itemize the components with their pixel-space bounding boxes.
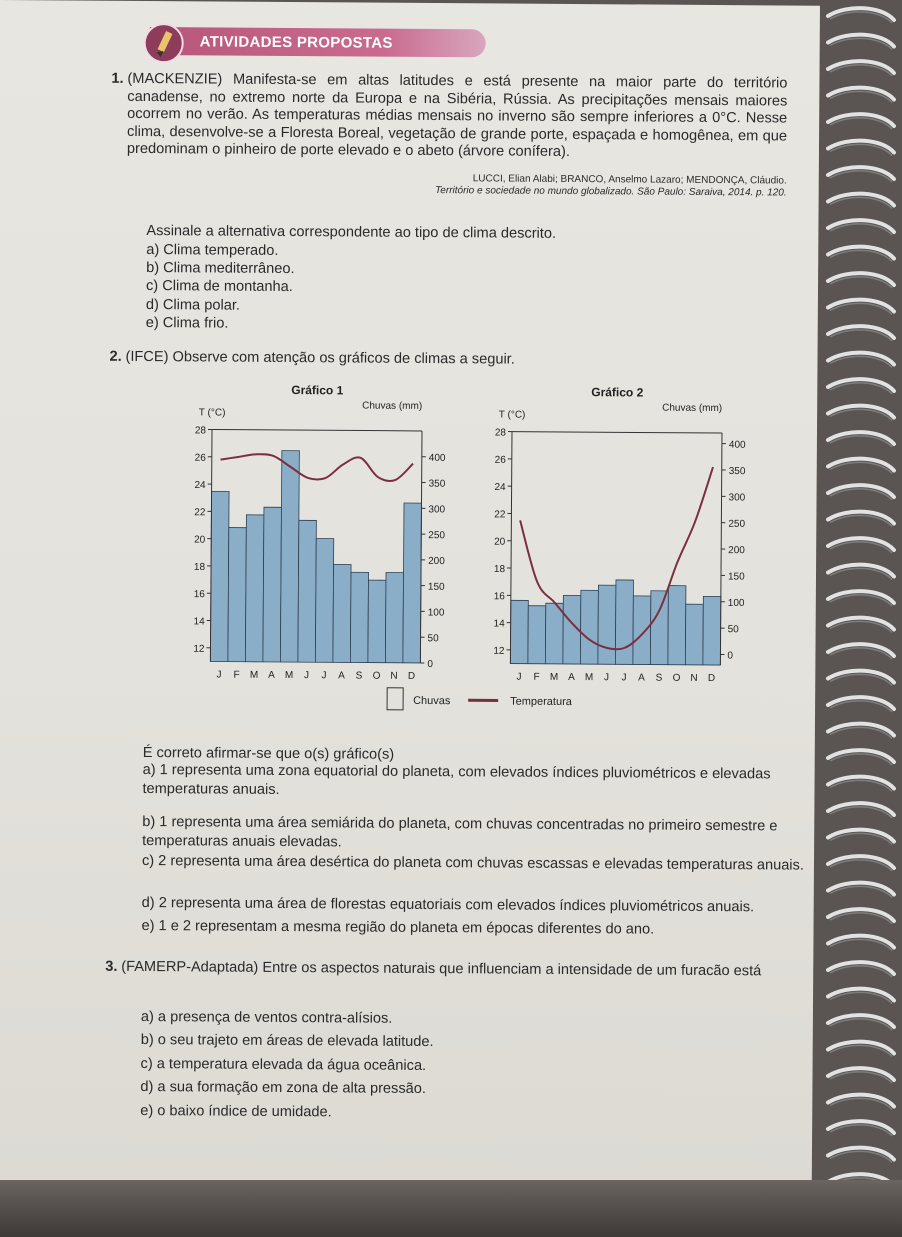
option-b[interactable]: b) o seu trajeto em áreas de elevada latitude. (140, 1032, 434, 1051)
month-label: F (233, 669, 240, 681)
right-tick-label: 150 (727, 571, 745, 583)
month-label: N (690, 672, 698, 684)
spiral-ring (828, 962, 894, 974)
left-tick-label: 18 (493, 563, 506, 576)
rain-bar-S (350, 572, 368, 662)
question-number: 3. (105, 958, 118, 975)
left-tick-label: 18 (193, 561, 206, 573)
y-right-label: Chuvas (mm) (662, 402, 723, 415)
right-tick-label: 250 (728, 518, 746, 530)
rain-bar-J (315, 538, 333, 662)
month-label: A (338, 670, 345, 682)
right-tick-label: 300 (428, 504, 446, 516)
spiral-ring (828, 724, 894, 736)
spiral-ring (828, 538, 894, 550)
option-a[interactable]: a) 1 representa uma zona equatorial do planeta, com elevados índices pluviométricos e elevadas temperaturas anuais. (142, 762, 771, 798)
option-e[interactable]: e) o baixo índice de umidade. (140, 1103, 332, 1121)
climate-charts (0, 370, 797, 736)
spiral-ring (828, 432, 894, 444)
month-label: J (304, 670, 310, 682)
frame-top (212, 429, 422, 430)
left-tick-label: 24 (194, 479, 206, 492)
rain-bar-F (528, 606, 546, 664)
right-tick-label: 200 (728, 545, 745, 557)
spiral-ring (828, 1042, 894, 1054)
month-label: A (568, 671, 575, 684)
left-tick-label: 12 (493, 645, 505, 657)
spiral-ring (828, 8, 894, 20)
left-tick-label: 28 (494, 427, 507, 439)
month-label: D (407, 670, 416, 682)
month-label: O (672, 672, 681, 684)
left-tick-label: 20 (194, 534, 206, 546)
question-text: (FAMERP-Adaptada) Entre os aspectos naturais que influenciam a intensidade de um furacão está (121, 958, 762, 980)
spiral-ring (828, 300, 894, 312)
left-tick-label: 24 (494, 482, 506, 494)
right-tick-label: 350 (428, 478, 446, 490)
spiral-ring (828, 353, 894, 365)
right-tick-label: 150 (427, 581, 445, 593)
spiral-ring (828, 830, 894, 842)
legend-line-label: Temperatura (510, 695, 572, 709)
temperature-line (220, 454, 413, 481)
option-b[interactable]: b) 1 representa uma área semiárida do planeta, com chuvas concentradas no primeiro semestre e temperaturas anuais elevadas. (142, 814, 778, 851)
month-label: M (249, 669, 259, 681)
spiral-ring (828, 220, 894, 232)
spiral-ring (828, 167, 894, 179)
left-tick-label: 16 (193, 589, 205, 601)
option-c[interactable]: c) Clima de montanha. (145, 278, 293, 296)
spiral-ring (828, 88, 894, 100)
spiral-ring (828, 671, 894, 683)
y-left-label: T (°C) (198, 407, 226, 419)
spiral-ring (828, 697, 894, 709)
spiral-ring (828, 194, 894, 206)
right-tick-label: 50 (427, 633, 439, 645)
right-tick-label: 400 (728, 439, 746, 451)
spiral-ring (828, 989, 894, 1001)
right-tick-label: 200 (428, 555, 445, 568)
header-banner (150, 27, 486, 57)
month-label: O (372, 670, 381, 682)
spiral-ring (828, 35, 894, 47)
spiral-ring (828, 459, 894, 471)
month-label: J (321, 670, 327, 682)
rain-bar-N (385, 572, 403, 662)
rain-bar-D (403, 503, 422, 663)
spiral-ring (828, 1068, 894, 1080)
y-right-label: Chuvas (mm) (362, 400, 423, 412)
spiral-ring (828, 485, 894, 497)
option-e[interactable]: e) Clima frio. (145, 315, 229, 332)
month-label: M (549, 671, 559, 683)
right-tick-label: 350 (728, 466, 746, 478)
month-label: M (584, 672, 594, 684)
rain-bar-O (368, 580, 386, 663)
month-label: F (533, 671, 540, 683)
left-tick-label: 14 (193, 616, 205, 628)
month-label: A (638, 672, 645, 684)
rain-bar-D (703, 596, 721, 665)
section-title: ATIVIDADES PROPOSTAS (199, 33, 393, 52)
month-label: J (516, 671, 522, 683)
rain-bar-M (545, 603, 563, 664)
month-label: N (390, 670, 398, 682)
spiral-ring (828, 803, 894, 815)
rain-bar-M (245, 515, 264, 662)
question-2 (109, 348, 785, 371)
spiral-ring (828, 379, 894, 391)
spiral-ring (828, 247, 894, 259)
spiral-ring (828, 273, 894, 285)
spiral-ring (828, 856, 894, 868)
chart-1 (193, 382, 446, 682)
option-c[interactable]: c) a temperatura elevada da água oceânica. (140, 1056, 427, 1075)
left-tick-label: 26 (194, 452, 206, 464)
frame-top (512, 432, 722, 433)
right-tick-label: 300 (728, 492, 746, 504)
spiral-ring (828, 1148, 894, 1160)
month-label: J (621, 672, 627, 684)
spiral-ring (828, 141, 894, 153)
spiral-ring (828, 114, 894, 126)
right-tick-label: 0 (727, 650, 734, 662)
left-tick-label: 12 (193, 643, 205, 655)
left-tick-label: 20 (494, 536, 506, 548)
option-a[interactable]: a) Clima temperado. (146, 242, 279, 259)
spiral-binding (820, 0, 902, 1237)
chart-title: Gráfico 1 (291, 383, 344, 398)
rain-bar-J (615, 580, 633, 664)
table-surface (0, 1180, 902, 1237)
left-tick-label: 22 (494, 509, 506, 521)
left-tick-label: 16 (493, 591, 505, 603)
rain-bar-J (298, 520, 316, 662)
spiral-ring (828, 512, 894, 524)
reference-line-2: Território e sociedade no mundo globalizado. São Paulo: Saraiva, 2014. p. 120. (435, 185, 787, 199)
pencil-icon (144, 23, 184, 63)
month-label: S (355, 670, 363, 682)
spiral-ring (828, 1121, 894, 1133)
rain-bar-A (333, 564, 351, 662)
reference-line-1: LUCCI, Elian Alabi; BRANCO, Anselmo Lazaro; MENDONÇA, Cláudio. (472, 173, 787, 187)
left-tick-label: 28 (194, 425, 207, 437)
rain-bar-J (210, 491, 229, 661)
question-number: 1. (111, 70, 124, 87)
option-a[interactable]: a) a presença de ventos contra-alísios. (140, 1009, 393, 1027)
option-c[interactable]: c) 2 representa uma área desértica do planeta com chuvas escassas e elevadas temperaturas anuais. (141, 853, 804, 874)
left-tick-label: 14 (493, 618, 505, 630)
spiral-ring (828, 61, 894, 73)
question-text: (IFCE) Observe com atenção os gráficos de climas a seguir. (125, 348, 515, 368)
spiral-ring (828, 777, 894, 789)
rain-bar-M (580, 590, 598, 664)
spiral-ring (828, 644, 894, 656)
option-d[interactable]: d) a sua formação em zona de alta pressão. (140, 1079, 427, 1098)
rain-bar-M (280, 451, 299, 662)
rain-bar-A (263, 507, 282, 662)
question-3 (105, 958, 841, 982)
month-label: D (707, 672, 716, 685)
left-tick-label: 22 (194, 507, 206, 519)
month-label: A (268, 669, 275, 681)
spiral-ring (828, 326, 894, 338)
question-1 (111, 70, 788, 163)
legend-bars-label: Chuvas (413, 694, 451, 708)
month-label: S (655, 672, 663, 684)
legend-bar-swatch (387, 688, 403, 710)
spiral-ring (828, 591, 894, 603)
spiral-ring (828, 750, 894, 762)
chart-title: Gráfico 2 (591, 385, 644, 400)
rain-bar-J (510, 600, 528, 663)
spiral-ring (828, 1095, 894, 1107)
right-tick-label: 50 (727, 624, 739, 636)
question-prompt: É correto afirmar-se que o(s) gráfico(s) (142, 745, 395, 763)
month-label: M (284, 670, 294, 682)
right-tick-label: 100 (727, 597, 745, 609)
spiral-ring (828, 406, 894, 418)
question-text: (MACKENZIE) Manifesta-se em altas latitudes e está presente na maior parte do território canadense, no extremo norte da Europa e na Sibéria, Rússia. As precipitações mensais maiores ocorrem no verão. As temperaturas médias mensais no inverno são sempre inferiores a 0°C. Nesse clima, desenvolve-se a Floresta Boreal, vegetação de grande porte, espaçada e homogênea, em que predominam o pinheiro de porte elevado e o abeto (árvore conífera). (126, 70, 788, 160)
rain-bar-S (650, 591, 668, 665)
rain-bar-A (633, 596, 651, 665)
option-e[interactable]: e) 1 e 2 representam a mesma região do planeta em épocas diferentes do ano. (141, 918, 655, 938)
spiral-ring (828, 936, 894, 948)
chart-2 (493, 384, 746, 684)
right-tick-label: 250 (428, 530, 445, 542)
option-d[interactable]: d) Clima polar. (145, 297, 241, 314)
month-label: J (603, 672, 610, 684)
spiral-ring (828, 618, 894, 630)
month-label: J (216, 669, 222, 681)
spiral-ring (828, 1015, 894, 1027)
y-left-label: T (°C) (498, 409, 526, 421)
rain-bar-J (598, 585, 616, 664)
left-tick-label: 26 (494, 454, 506, 466)
rain-bar-N (685, 604, 703, 665)
right-tick-label: 400 (428, 452, 446, 464)
spiral-ring (828, 565, 894, 577)
right-tick-label: 0 (427, 658, 433, 671)
spiral-ring (828, 883, 894, 895)
option-b[interactable]: b) Clima mediterrâneo. (146, 260, 295, 278)
rain-bar-O (668, 586, 686, 665)
option-d[interactable]: d) 2 representa uma área de florestas equatoriais com elevados índices pluviométricos anuais. (141, 895, 755, 916)
spiral-ring (828, 909, 894, 921)
question-prompt: Assinale a alternativa correspondente ao tipo de clima descrito. (146, 223, 557, 242)
rain-bar-F (228, 528, 246, 662)
right-tick-label: 100 (427, 607, 445, 619)
question-number: 2. (109, 348, 122, 365)
